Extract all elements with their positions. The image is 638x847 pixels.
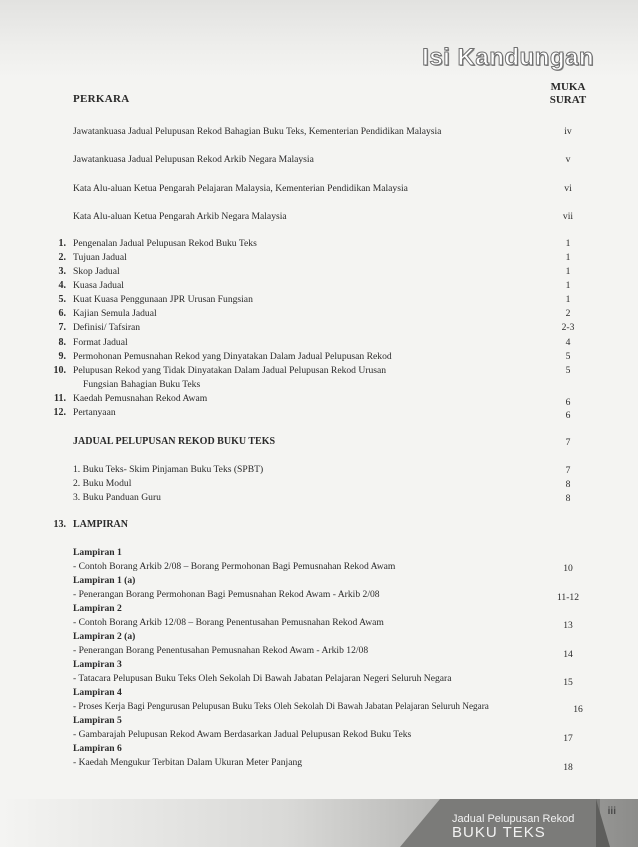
toc-entry-text: Pelupusan Rekod yang Tidak Dinyatakan Dalam Jadual Pelupusan Rekod Urusan xyxy=(73,365,387,376)
toc-entry-text: Tujuan Jadual xyxy=(73,252,127,263)
toc-entry-text: Pertanyaan xyxy=(73,407,116,418)
page-title: Isi Kandungan xyxy=(422,44,594,71)
toc-entry-page: 1 xyxy=(565,238,571,249)
toc-entry-number: 6. xyxy=(58,308,66,319)
lampiran-description: - Kaedah Mengukur Terbitan Dalam Ukuran Meter Panjang xyxy=(73,757,303,768)
column-header-muka: MUKA xyxy=(550,81,586,93)
toc-entry-page: 1 xyxy=(565,294,571,305)
toc-entry-page: 7 xyxy=(565,465,571,476)
section-heading-jadual: JADUAL PELUPUSAN REKOD BUKU TEKS xyxy=(73,436,276,447)
toc-entry-text: Permohonan Pemusnahan Rekod yang Dinyatakan Dalam Jadual Pelupusan Rekod xyxy=(73,351,392,362)
lampiran-label: Lampiran 1 (a) xyxy=(73,575,136,586)
lampiran-description: - Penerangan Borang Penentusahan Pemusnahan Rekod Awam - Arkib 12/08 xyxy=(73,645,369,656)
column-header-surat: SURAT xyxy=(549,94,587,106)
toc-entry-text: 3. Buku Panduan Guru xyxy=(73,492,161,503)
toc-entry-number: 12. xyxy=(53,407,66,418)
lampiran-description: - Contoh Borang Arkib 12/08 – Borang Penentusahan Pemusnahan Rekod Awam xyxy=(73,617,384,628)
toc-entry-text: Jawatankuasa Jadual Pelupusan Rekod Bahagian Buku Teks, Kementerian Pendidikan Malaysia xyxy=(73,126,442,137)
toc-entry-page: 10 xyxy=(563,563,573,574)
lampiran-label: Lampiran 4 xyxy=(73,687,122,698)
toc-entry-text: Jawatankuasa Jadual Pelupusan Rekod Arkib Negara Malaysia xyxy=(73,154,314,165)
toc-entry-page: vii xyxy=(562,211,574,222)
toc-entry-text: Definisi/ Tafsiran xyxy=(73,322,141,333)
toc-entry-number: 3. xyxy=(58,266,66,277)
toc-entry-text: 2. Buku Modul xyxy=(73,478,132,489)
lampiran-description: - Contoh Borang Arkib 2/08 – Borang Permohonan Bagi Pemusnahan Rekod Awam xyxy=(73,561,396,572)
toc-entry-text: Kuat Kuasa Penggunaan JPR Urusan Fungsian xyxy=(73,294,253,305)
toc-entry-page: 16 xyxy=(573,704,583,715)
toc-entry-page: 1 xyxy=(565,252,571,263)
toc-entry-number: 5. xyxy=(58,294,66,305)
toc-entry-page: 6 xyxy=(565,397,571,408)
toc-entry-page: 5 xyxy=(565,365,571,376)
toc-entry-text: Skop Jadual xyxy=(73,266,120,277)
toc-entry-page: 13 xyxy=(563,620,573,631)
lampiran-label: Lampiran 3 xyxy=(73,659,122,670)
toc-entry-page: 5 xyxy=(565,351,571,362)
toc-entry-number: 13. xyxy=(53,519,66,530)
lampiran-label: Lampiran 6 xyxy=(73,743,122,754)
toc-entry-number: 10. xyxy=(53,365,66,376)
toc-entry-page: 1 xyxy=(565,280,571,291)
lampiran-description: - Proses Kerja Bagi Pengurusan Pelupusan Buku Teks Oleh Sekolah Di Bawah Jabatan Pelajaran Seluruh Negara xyxy=(73,701,489,711)
column-header-perkara: PERKARA xyxy=(73,93,130,105)
toc-entry-page: 4 xyxy=(565,337,571,348)
lampiran-description: - Tatacara Pelupusan Buku Teks Oleh Sekolah Di Bawah Jabatan Pelajaran Negeri Seluruh Negara xyxy=(73,673,452,684)
toc-entry-number: 4. xyxy=(58,280,66,291)
toc-entry-page: 2-3 xyxy=(561,322,575,333)
lampiran-description: - Gambarajah Pelupusan Rekod Awam Berdasarkan Jadual Pelupusan Rekod Buku Teks xyxy=(73,729,412,740)
toc-entry-page: 14 xyxy=(563,649,573,660)
column-header-muka-surat xyxy=(538,81,598,107)
toc-entry-number: 7. xyxy=(58,322,66,333)
toc-entry-text: Kata Alu-aluan Ketua Pengarah Arkib Negara Malaysia xyxy=(73,211,287,222)
toc-entry-number: 8. xyxy=(58,337,66,348)
toc-entry-page: 17 xyxy=(563,733,573,744)
lampiran-description: - Penerangan Borang Permohonan Bagi Pemusnahan Rekod Awam - Arkib 2/08 xyxy=(73,589,380,600)
toc-entry-number: 9. xyxy=(58,351,66,362)
toc-entry-text: Kajian Semula Jadual xyxy=(73,308,157,319)
toc-entry-page: iv xyxy=(564,126,572,137)
footer-title: BUKU TEKS xyxy=(452,824,546,841)
toc-entry-page: 15 xyxy=(563,677,573,688)
lampiran-label: Lampiran 1 xyxy=(73,547,122,558)
lampiran-label: Lampiran 2 xyxy=(73,603,122,614)
toc-entry-page: 8 xyxy=(565,493,571,504)
toc-entry-text: Format Jadual xyxy=(73,337,128,348)
toc-entry-text: Kuasa Jadual xyxy=(73,280,124,291)
toc-entry-text: Pengenalan Jadual Pelupusan Rekod Buku Teks xyxy=(73,238,257,249)
lampiran-label: Lampiran 5 xyxy=(73,715,122,726)
toc-entry-page: 6 xyxy=(565,410,571,421)
toc-entry-page: 8 xyxy=(565,479,571,490)
section-heading-lampiran: LAMPIRAN xyxy=(73,519,128,530)
toc-entry-page: 2 xyxy=(565,308,571,319)
footer-subtitle: Jadual Pelupusan Rekod xyxy=(452,813,575,825)
toc-entry-page: v xyxy=(565,154,571,165)
footer-wedge xyxy=(400,799,440,847)
toc-entry-page: 11-12 xyxy=(556,592,580,603)
toc-entry-page: 7 xyxy=(565,437,571,448)
footer-page-number: iii xyxy=(607,806,616,817)
lampiran-label: Lampiran 2 (a) xyxy=(73,631,136,642)
toc-entry-text: 1. Buku Teks- Skim Pinjaman Buku Teks (SPBT) xyxy=(73,464,264,475)
toc-entry-page: 1 xyxy=(565,266,571,277)
toc-entry-text-continued: Fungsian Bahagian Buku Teks xyxy=(83,379,201,390)
toc-entry-number: 1. xyxy=(58,238,66,249)
toc-entry-number: 2. xyxy=(58,252,66,263)
toc-entry-text: Kaedah Pemusnahan Rekod Awam xyxy=(73,393,208,404)
toc-entry-page: vi xyxy=(564,183,572,194)
toc-entry-number: 11. xyxy=(54,393,66,404)
toc-entry-page: 18 xyxy=(563,762,573,773)
toc-entry-text: Kata Alu-aluan Ketua Pengarah Pelajaran Malaysia, Kementerian Pendidikan Malaysia xyxy=(73,183,408,194)
